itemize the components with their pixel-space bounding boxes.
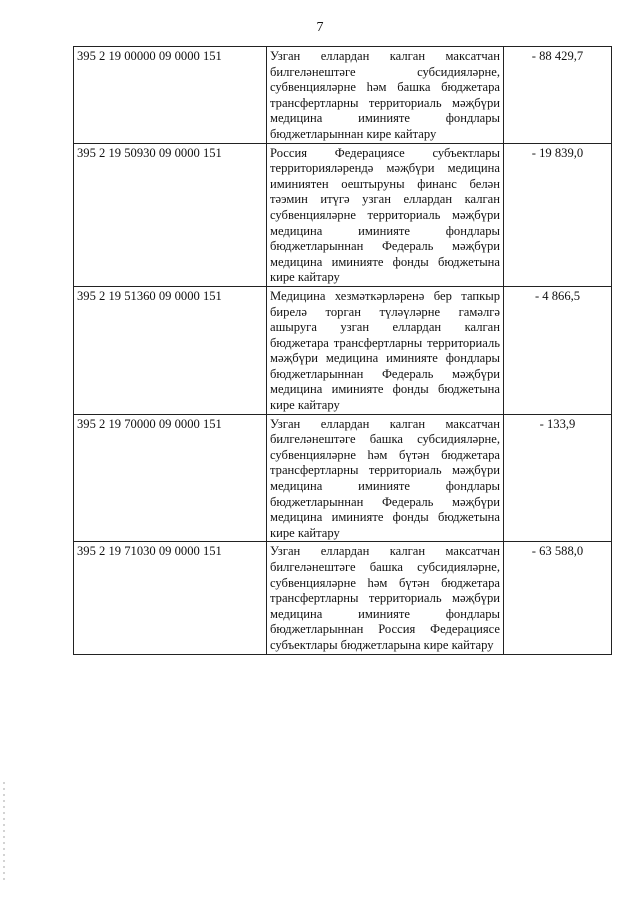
- budget-table: [73, 46, 612, 655]
- description-cell: Узган еллардан калган максатчан билгеләнештәге субсидияләрне, субвенцияләрне һәм башка бюджетара трансфертларны территориаль мәҗбүри медицина иминияте фондлары бюджетларыннан кире кайтару: [267, 47, 504, 144]
- amount-cell: - 19 839,0: [504, 143, 612, 286]
- description-cell: Медицина хезмәткәрләренә бер тапкыр бирелә торган түләүләрне гамәлгә ашыруга узган еллардан калган бюджетара трансфертларны территориаль мәҗбүри медицина иминияте фондлары бюджетларыннан Федераль мәҗбүри медицина иминияте фонды бюджетына кире кайтару: [267, 286, 504, 414]
- table-row: [74, 47, 612, 144]
- table-row: [74, 542, 612, 654]
- budget-code-cell: 395 2 19 50930 09 0000 151: [74, 143, 267, 286]
- page-number: 7: [316, 20, 324, 35]
- budget-code-cell: 395 2 19 71030 09 0000 151: [74, 542, 267, 654]
- table-row: [74, 286, 612, 414]
- scan-margin-dots: [3, 780, 5, 880]
- table-row: [74, 414, 612, 542]
- description-cell: Узган еллардан калган максатчан билгеләнештәге башка субсидияләрне, субвенцияләрне һәм бүтән бюджетара трансфертларны территориаль мәҗбүри медицина иминияте фондлары бюджетларыннан Россия Федерациясе субъектлары бюджетларына кире кайтару: [267, 542, 504, 654]
- table-row: [74, 143, 612, 286]
- budget-code-cell: 395 2 19 70000 09 0000 151: [74, 414, 267, 542]
- amount-cell: - 63 588,0: [504, 542, 612, 654]
- description-cell: Узган еллардан калган максатчан билгеләнештәге башка субсидияләрне, субвенцияләрне һәм бүтән бюджетара трансфертларны территориаль мәҗбүри медицина иминияте фондлары бюджетларыннан Федераль мәҗбүри медицина иминияте фонды бюджетына кире кайтару: [267, 414, 504, 542]
- budget-code-cell: 395 2 19 00000 09 0000 151: [74, 47, 267, 144]
- amount-cell: - 4 866,5: [504, 286, 612, 414]
- amount-cell: - 88 429,7: [504, 47, 612, 144]
- amount-cell: - 133,9: [504, 414, 612, 542]
- budget-code-cell: 395 2 19 51360 09 0000 151: [74, 286, 267, 414]
- description-cell: Россия Федерациясе субъектлары территорияләрендә мәҗбүри медицина иминиятен оештыруны финанс белән тәэмин итүгә узган еллардан калган субвенцияләрне территориаль мәҗбүри медицина иминияте фондлары бюджетларыннан Федераль мәҗбүри медицина иминияте фонды бюджетына кире кайтару: [267, 143, 504, 286]
